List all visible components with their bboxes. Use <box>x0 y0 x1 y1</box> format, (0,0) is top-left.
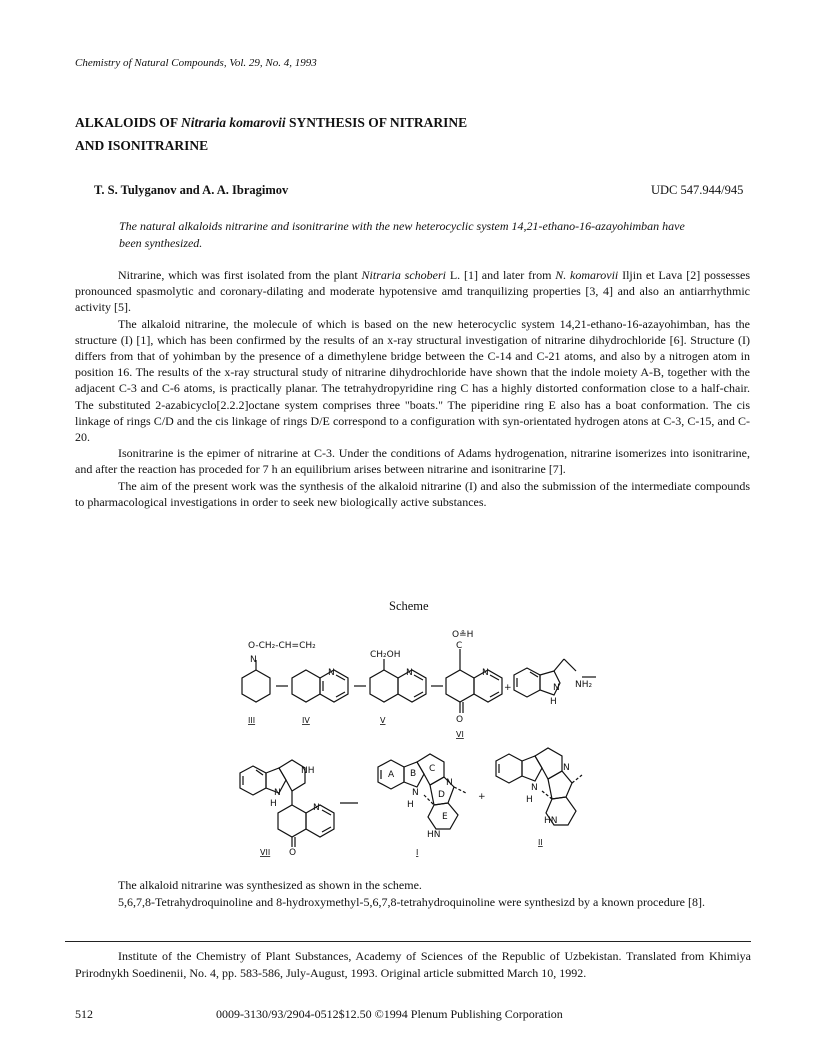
compound-number: II <box>538 838 543 847</box>
compound-number: V <box>380 716 386 725</box>
ring-tryptamine-benz <box>514 668 540 697</box>
title-line-2: AND ISONITRARINE <box>75 138 209 153</box>
compound-number: III <box>248 716 256 725</box>
paragraph-6: 5,6,7,8-Tetrahydroquinoline and 8-hydroxymethyl-5,6,7,8-tetrahydroquinoline were synthesizd by a known procedure [8]. <box>118 894 706 909</box>
ring-vii-sat <box>278 805 306 837</box>
n-label: N <box>313 803 320 813</box>
n-label: N <box>328 668 335 678</box>
n-label: N <box>563 763 570 773</box>
text-after-scheme <box>75 877 750 910</box>
ring-vii-benz <box>240 766 266 795</box>
ring-v-sat <box>370 670 398 702</box>
ring-e-label: E <box>442 812 448 822</box>
ring-vii-arom <box>306 805 334 837</box>
ring-iii <box>242 670 270 702</box>
species-name: N. komarovii <box>555 268 619 282</box>
copyright-line: 0009-3130/93/2904-0512$12.50 ©1994 Plenum Publishing Corporation <box>216 1007 563 1021</box>
scheme-caption: Scheme <box>389 599 429 613</box>
ring-c-label: C <box>429 764 436 774</box>
paragraph-4: The aim of the present work was the synthesis of the alkaloid nitrarine (I) and also the submission of the intermediate compounds to pharmacological investigations in order to seek new biologically active substances. <box>75 478 750 509</box>
hn-label: HN <box>427 830 441 840</box>
plus-sign: + <box>504 683 512 693</box>
plus-sign: + <box>478 792 486 802</box>
o-label: O <box>289 848 297 858</box>
compound-number: VI <box>456 730 464 739</box>
n-label: N <box>274 788 281 798</box>
paragraph-1: Nitrarine, which was first isolated from the plant Nitraria schoberi L. [1] and later from N. komarovii Iljin et Lava [2] possesses pronounced spasmolytic and coronary-dilating and moderate hypotensive amd tranquilizing properties [3, 4] and also an antiarrhythmic activity [5]. <box>75 268 751 315</box>
compound-number: VII <box>260 848 271 857</box>
udc-code: UDC 547.944/945 <box>651 183 744 197</box>
paragraph-5: The alkaloid nitrarine was synthesized as shown in the scheme. <box>118 878 422 892</box>
n-label: N <box>412 788 419 798</box>
nh-label: NH <box>301 766 315 776</box>
paragraph-2: The alkaloid nitrarine, the molecule of which is based on the new heterocyclic system 14,21-ethano-16-azayohimban, has the structure (I) [1], which has been confirmed by the results of an x-ray structural investigation of nitrarine dihydrochloride [6]. Structure (I) differs from that of yohimban by the presence of a dimethylene bridge between the C-14 and C-21 atoms, and also by a nitrogen atom in position 16. The results of the x-ray structural study of nitrarine dihydrochloride have shown that the indole moiety A-B, together with the adjacent C-3 and C-6 atoms, is practically planar. The tetrahydropyridine ring C has a highly distorted conformation close to a half-chair. The substituted 2-azabicyclo[2.2.2]octane system comprises three "boats." The piperidine ring E also has a boat conformation. The cis linkage of rings C/D and the cis linkage of rings D/E correspond to a configuration with syn-orientated hydrogen atons at C-3, C-15, and C-20. <box>75 316 750 445</box>
reaction-scheme <box>220 615 610 875</box>
body-text <box>75 267 750 510</box>
n-label: N <box>553 683 560 693</box>
n-label: N <box>250 655 257 665</box>
ch2oh-label: CH₂OH <box>370 650 401 660</box>
aldehyde-label: O≗H <box>452 630 474 640</box>
h-label: H <box>270 799 277 809</box>
title-species: Nitraria komarovii <box>181 115 286 130</box>
ring-iv-sat <box>292 670 320 702</box>
ring-a-label: A <box>388 770 395 780</box>
nh2-label: NH₂ <box>575 680 593 690</box>
footnote-divider <box>65 941 751 942</box>
journal-header: Chemistry of Natural Compounds, Vol. 29, No. 4, 1993 <box>75 57 317 69</box>
compound-number: I <box>416 848 419 857</box>
c-label: C <box>456 641 463 651</box>
n-label: N <box>406 668 413 678</box>
h-label: H <box>407 800 414 810</box>
compound-number: IV <box>302 716 310 725</box>
ring-d-label: D <box>438 790 445 800</box>
article-title <box>75 111 735 157</box>
ring-b-label: B <box>410 769 417 779</box>
ring-ii-a <box>496 754 522 783</box>
o-label: O <box>456 715 464 725</box>
paragraph-3: Isonitrarine is the epimer of nitrarine at C-3. Under the conditions of Adams hydrogenation, nitrarine isomerizes into isonitrarine, and after the reaction has proceded for 7 h an equilibrium arises between nitrarine and isonitrarine [7]. <box>75 446 750 477</box>
hn-label: HN <box>544 816 558 826</box>
allyloxy-label: O-CH₂-CH=CH₂ <box>248 641 316 651</box>
ring-ii-b <box>522 756 542 781</box>
h-label: H <box>526 795 533 805</box>
n-label: N <box>482 668 489 678</box>
footnote <box>75 948 751 981</box>
species-name: Nitraria schoberi <box>361 268 447 282</box>
authors: T. S. Tulyganov and A. A. Ibragimov <box>94 183 289 197</box>
title-line-1: ALKALOIDS OF Nitraria komarovii SYNTHESIS OF NITRARINE <box>75 115 468 130</box>
h-label: H <box>550 697 557 707</box>
ring-vi-sat <box>446 670 474 702</box>
footnote-text: Institute of the Chemistry of Plant Substances, Academy of Sciences of the Republic of Uzbekistan. Translated from Khimiya Prirodnykh Soedinenii, No. 4, pp. 583-586, July-August, 1993. Original article submitted March 10, 1992. <box>75 949 751 980</box>
ring-ii-d <box>548 771 572 799</box>
page-number: 512 <box>75 1007 93 1021</box>
n-label: N <box>531 783 538 793</box>
n-label: N <box>446 778 453 788</box>
abstract: The natural alkaloids nitrarine and isonitrarine with the new heterocyclic system 14,21-ethano-16-azayohimban have been synthesized. <box>119 219 685 250</box>
